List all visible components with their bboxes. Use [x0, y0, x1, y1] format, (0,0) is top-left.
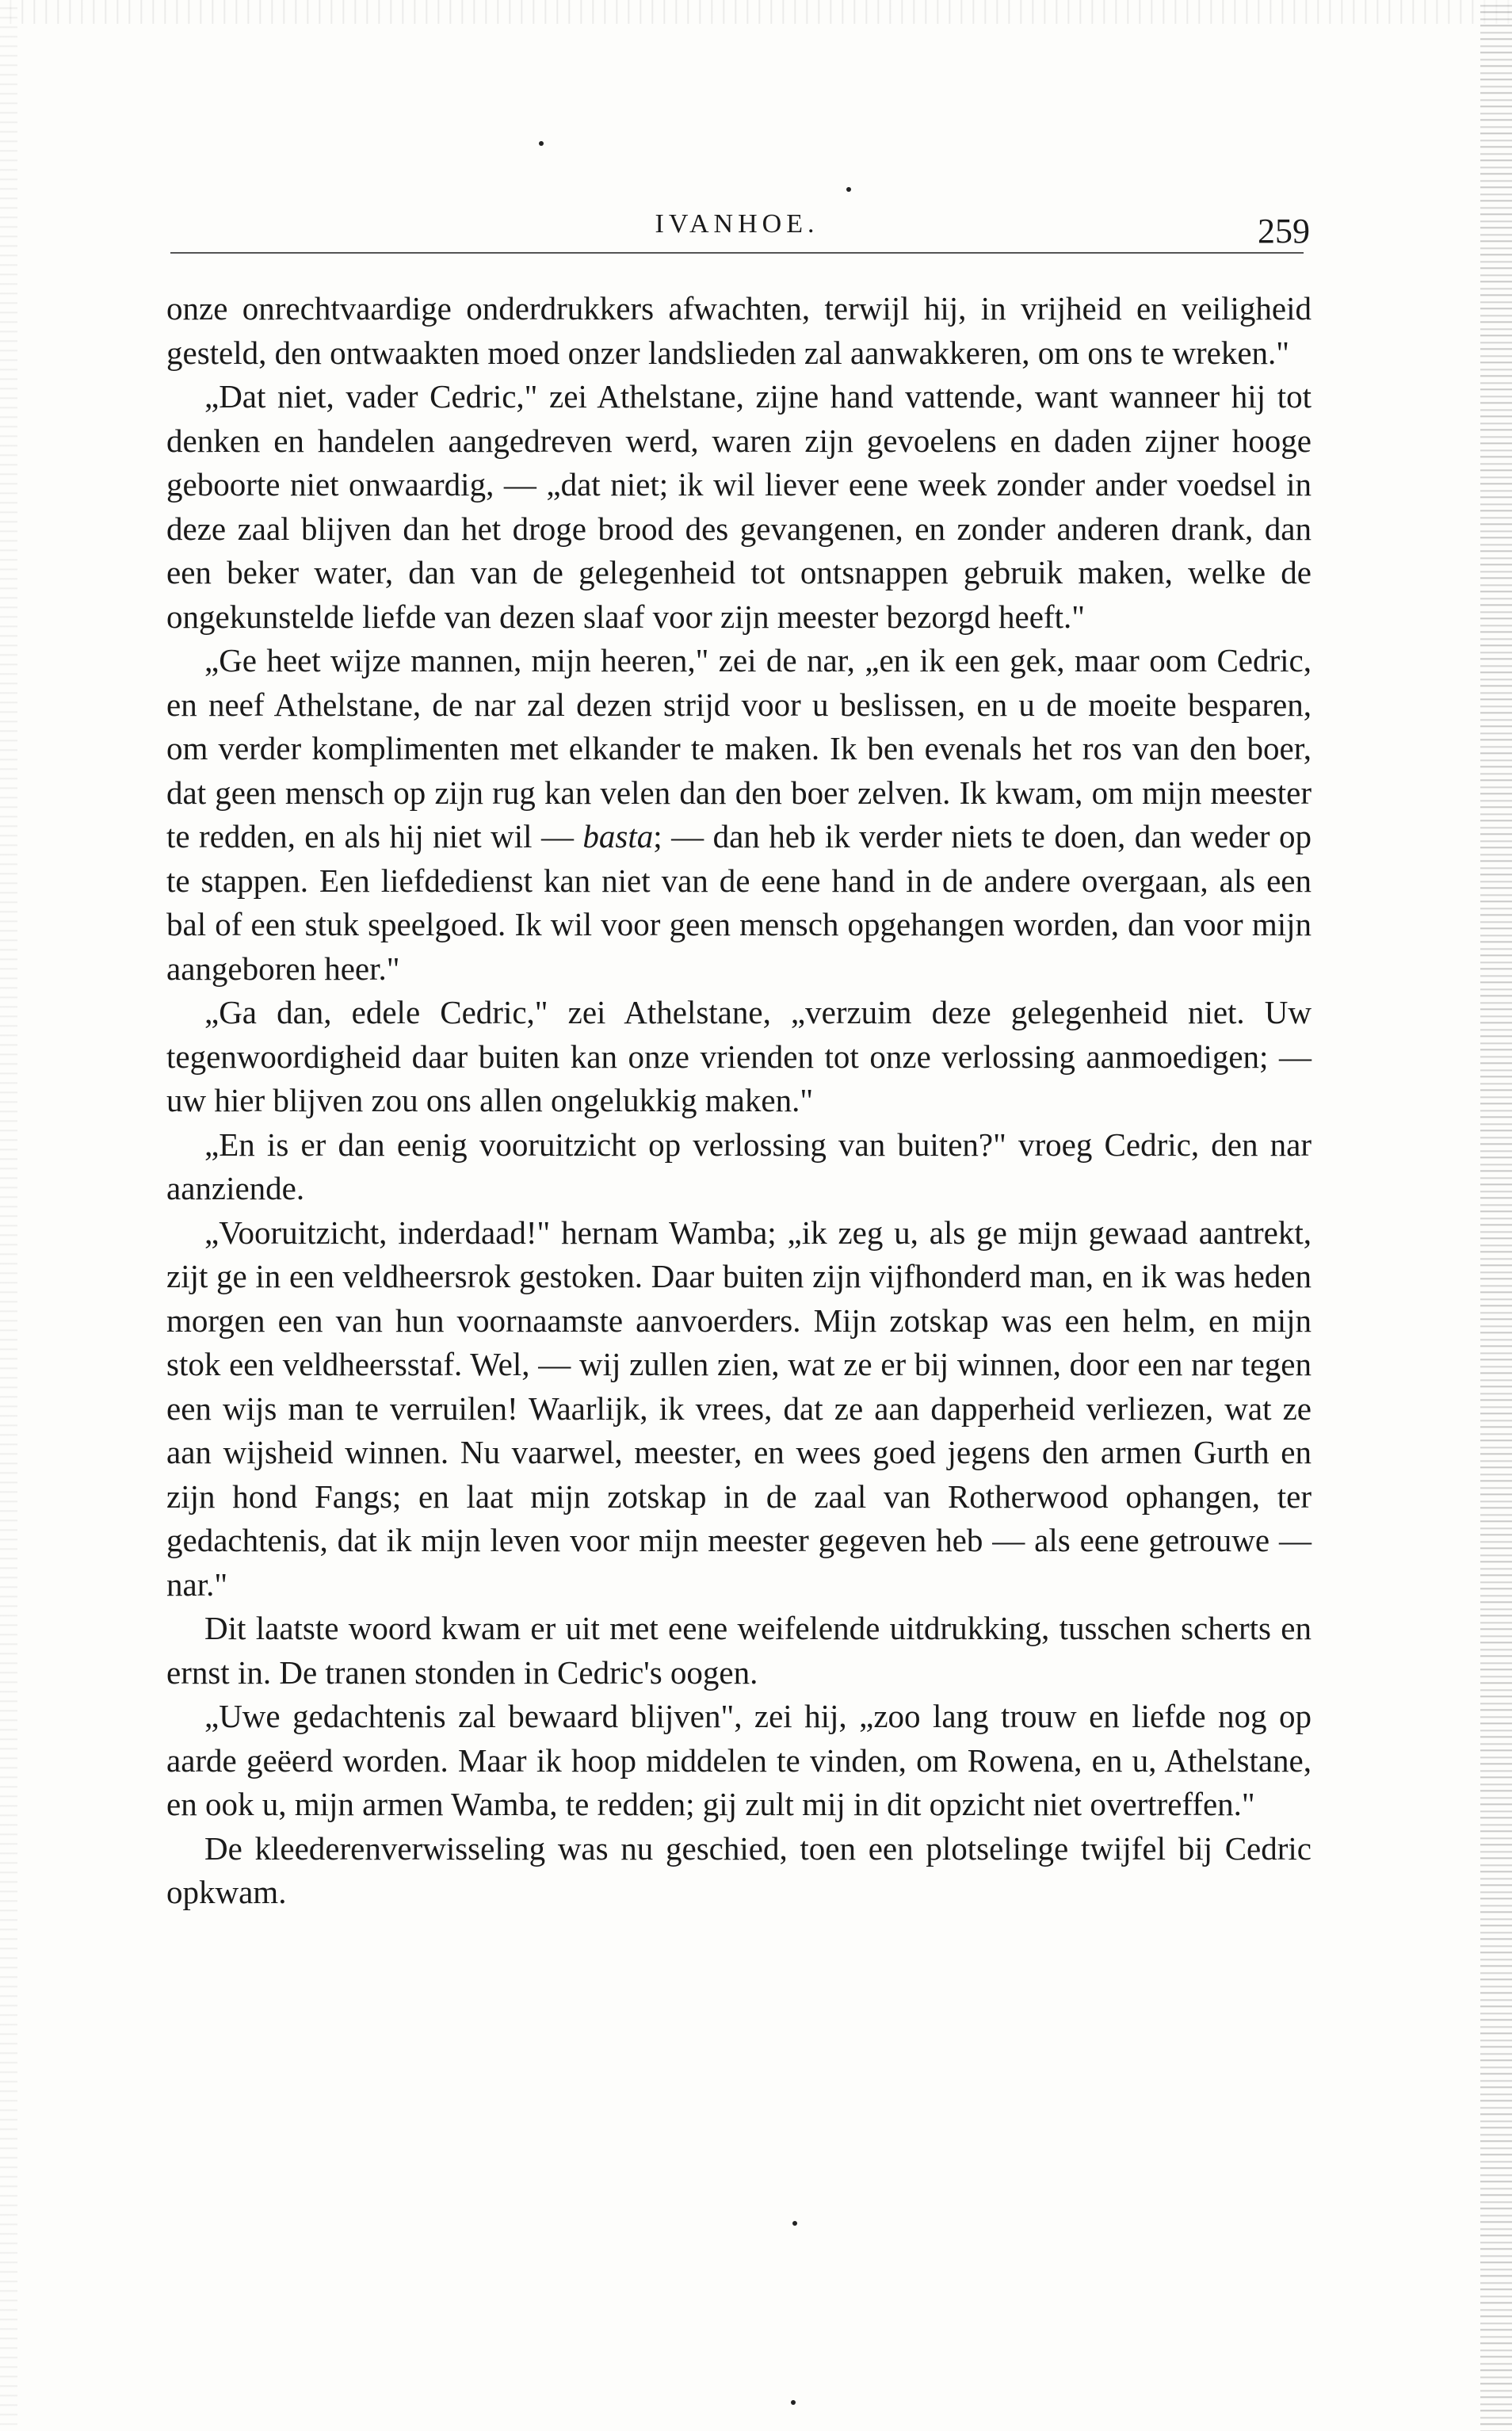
scan-edge-left — [0, 0, 17, 2431]
paragraph-text: „Ge heet wijze mannen, mijn heeren," zei de nar, „en ik een gek, maar oom Cedric, en neef Athelstane, de nar zal dezen strijd voor u beslissen, en u de moeite besparen, om verder komplimenten met elkander te maken. Ik ben evenals het ros van den boer, dat geen mensch op zijn rug kan velen dan den boer zelven. Ik kwam, om mijn meester te redden, en als hij niet wil — — [166, 642, 1312, 854]
page-number: 259 — [1258, 212, 1310, 250]
emphasis-word: basta — [582, 818, 654, 854]
running-title: IVANHOE. — [655, 209, 819, 239]
ink-speck — [791, 2400, 796, 2405]
paragraph: „En is er dan eenig vooruitzicht op verlossing van buiten?" vroeg Cedric, den nar aanziende. — [166, 1126, 1312, 1206]
paragraph: Dit laatste woord kwam er uit met eene weifelende uitdrukking, tusschen scherts en ernst in. De tranen stonden in Cedric's oogen. — [166, 1610, 1312, 1691]
ink-speck — [792, 2221, 797, 2226]
body-text — [166, 287, 1312, 1915]
ink-speck — [539, 141, 544, 146]
paragraph: onze onrechtvaardige onderdrukkers afwachten, terwijl hij, in vrijheid en veiligheid gesteld, den ontwaakten moed onzer landslieden zal aanwakkeren, om ons te wreken." — [166, 290, 1312, 371]
paragraph — [166, 639, 1312, 991]
scan-edge-top — [0, 0, 1512, 24]
page-header — [170, 197, 1310, 250]
paragraph: „Uwe gedachtenis zal bewaard blijven", zei hij, „zoo lang trouw en liefde nog op aarde geëerd worden. Maar ik hoop middelen te vinden, om Rowena, en u, Athelstane, en ook u, mijn armen Wamba, te redden; gij zult mij in dit opzicht niet overtreffen." — [166, 1698, 1312, 1822]
scan-edge-right — [1480, 0, 1512, 2431]
ink-speck — [846, 187, 851, 192]
paragraph: „Vooruitzicht, inderdaad!" hernam Wamba; „ik zeg u, als ge mijn gewaad aantrekt, zijt ge in een veldheersrok gestoken. Daar buiten zijn vijfhonderd man, en ik was heden morgen een van hun voornaamste aanvoerders. Mijn zotskap was een helm, en mijn stok een veldheersstaf. Wel, — wij zullen zien, wat ze er bij winnen, door een nar tegen een wijs man te verruilen! Waarlijk, ik vrees, dat ze aan dapperheid verliezen, wat ze aan wijsheid winnen. Nu vaarwel, meester, en wees goed jegens den armen Gurth en zijn hond Fangs; en laat mijn zotskap in de zaal van Rotherwood ophangen, ter gedachtenis, dat ik mijn leven voor mijn meester gegeven heb — als eene getrouwe — nar." — [166, 1214, 1312, 1603]
paragraph: „Dat niet, vader Cedric," zei Athelstane, zijne hand vattende, want wanneer hij tot denken en handelen aangedreven werd, waren zijn gevoelens en daden zijner hooge geboorte niet onwaardig, — „dat niet; ik wil liever eene week zonder ander voedsel in deze zaal blijven dan het droge brood des gevangenen, en zonder anderen drank, dan een beker water, dan van de gelegenheid tot ontsnappen gebruik maken, welke de ongekunstelde liefde van dezen slaaf voor zijn meester bezorgd heeft." — [166, 378, 1312, 635]
paragraph: „Ga dan, edele Cedric," zei Athelstane, „verzuim deze gelegenheid niet. Uw tegenwoordigheid daar buiten kan onze vrienden tot onze verlossing aanmoedigen; — uw hier blijven zou ons allen ongelukkig maken." — [166, 994, 1312, 1118]
header-rule — [170, 252, 1304, 254]
paragraph: De kleederenverwisseling was nu geschied, toen een plotselinge twijfel bij Cedric opkwam. — [166, 1829, 1312, 1910]
paragraph-text: ; — dan heb ik verder niets te doen, dan weder op te stappen. Een liefdedienst kan niet van de eene hand in de andere overgaan, als een bal of een stuk speelgoed. Ik wil voor geen mensch opgehangen worden, dan voor mijn aangeboren heer." — [166, 818, 1312, 987]
